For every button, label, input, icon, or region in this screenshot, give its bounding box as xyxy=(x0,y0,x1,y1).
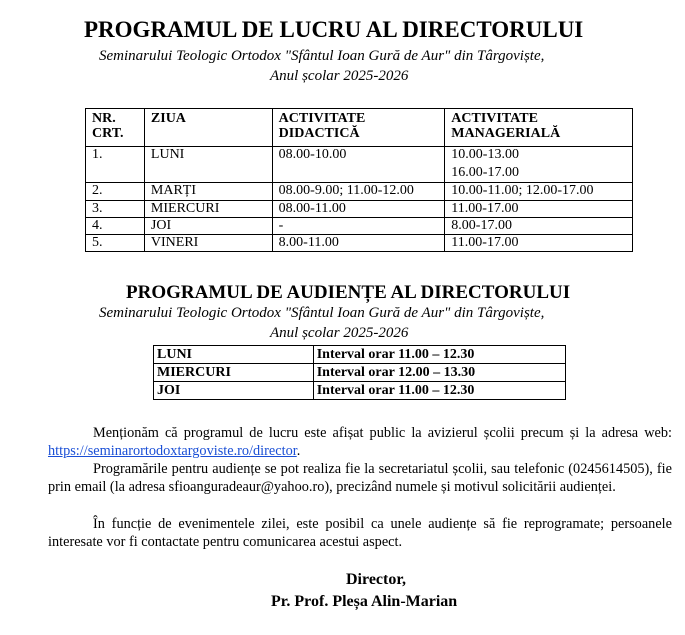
work-schedule-title: PROGRAMUL DE LUCRU AL DIRECTORULUI xyxy=(84,17,584,42)
audience-interval: Interval orar 12.00 – 13.30 xyxy=(313,364,565,382)
audience-schedule-subtitle-2: Anul școlar 2025-2026 xyxy=(270,325,409,341)
note-1-end: . xyxy=(296,443,301,459)
cell-day: MARȚI xyxy=(144,183,272,201)
header-managerial: ACTIVITATE MANAGERIALĂ xyxy=(445,109,633,147)
audience-schedule-subtitle-1: Seminarului Teologic Ortodox "Sfântul Ioan Gură de Aur" din Târgoviște, xyxy=(99,305,545,321)
cell-nr: 2. xyxy=(86,183,145,201)
cell-didactic: 08.00-9.00; 11.00-12.00 xyxy=(272,183,445,201)
cell-nr: 1. xyxy=(86,147,145,183)
cell-day: VINERI xyxy=(144,235,272,252)
cell-didactic: 08.00-10.00 xyxy=(272,147,445,183)
audience-day: JOI xyxy=(154,382,314,400)
table-row xyxy=(86,183,633,201)
work-schedule-subtitle-2: Anul școlar 2025-2026 xyxy=(270,68,409,84)
audience-day: LUNI xyxy=(154,346,314,364)
note-paragraph-3: În funcție de evenimentele zilei, este posibil ca unele audiențe să fie reprogramate; persoanele interesate vor fi contactate pentru comunicarea acestui aspect. xyxy=(48,516,672,550)
cell-didactic: 08.00-11.00 xyxy=(272,201,445,218)
cell-managerial: 8.00-17.00 xyxy=(445,218,633,235)
cell-day: MIERCURI xyxy=(144,201,272,218)
cell-nr: 3. xyxy=(86,201,145,218)
table-row xyxy=(86,147,633,183)
audience-interval: Interval orar 11.00 – 12.30 xyxy=(313,382,565,400)
table-row xyxy=(154,364,566,382)
cell-managerial: 10.00-13.00 16.00-17.00 xyxy=(445,147,633,183)
cell-didactic: - xyxy=(272,218,445,235)
cell-managerial: 11.00-17.00 xyxy=(445,201,633,218)
cell-didactic: 8.00-11.00 xyxy=(272,235,445,252)
header-didactic: ACTIVITATE DIDACTICĂ xyxy=(272,109,445,147)
cell-nr: 4. xyxy=(86,218,145,235)
audience-interval: Interval orar 11.00 – 12.30 xyxy=(313,346,565,364)
director-page-link[interactable]: https://seminarortodoxtargoviste.ro/director xyxy=(48,443,297,459)
work-schedule-subtitle-1: Seminarului Teologic Ortodox "Sfântul Ioan Gură de Aur" din Târgoviște, xyxy=(99,48,545,64)
table-row xyxy=(86,218,633,235)
cell-day: JOI xyxy=(144,218,272,235)
note-paragraph-2: Programările pentru audiențe se pot realiza fie la secretariatul școlii, sau telefonic (0245614505), fie prin email (la adresa sfioanguradeaur@yahoo.ro), precizând numele și motivul solicitării audienței. xyxy=(48,461,672,495)
cell-managerial: 10.00-11.00; 12.00-17.00 xyxy=(445,183,633,201)
note-1-text: Menționăm că programul de lucru este afișat public la avizierul școlii precum și la adresa web: xyxy=(93,425,672,441)
audience-day: MIERCURI xyxy=(154,364,314,382)
cell-day: LUNI xyxy=(144,147,272,183)
signature-name: Pr. Prof. Pleșa Alin-Marian xyxy=(271,593,458,610)
table-row xyxy=(86,235,633,252)
work-schedule-table xyxy=(85,108,633,252)
audience-table xyxy=(153,345,566,400)
audience-schedule-title: PROGRAMUL DE AUDIENȚE AL DIRECTORULUI xyxy=(126,282,571,303)
cell-nr: 5. xyxy=(86,235,145,252)
signature-role: Director, xyxy=(346,571,406,588)
table-row xyxy=(154,382,566,400)
header-nr: NR. CRT. xyxy=(86,109,145,147)
cell-managerial: 11.00-17.00 xyxy=(445,235,633,252)
table-header-row xyxy=(86,109,633,147)
note-paragraph-1 xyxy=(48,424,672,460)
table-row xyxy=(154,346,566,364)
header-day: ZIUA xyxy=(144,109,272,147)
table-row xyxy=(86,201,633,218)
